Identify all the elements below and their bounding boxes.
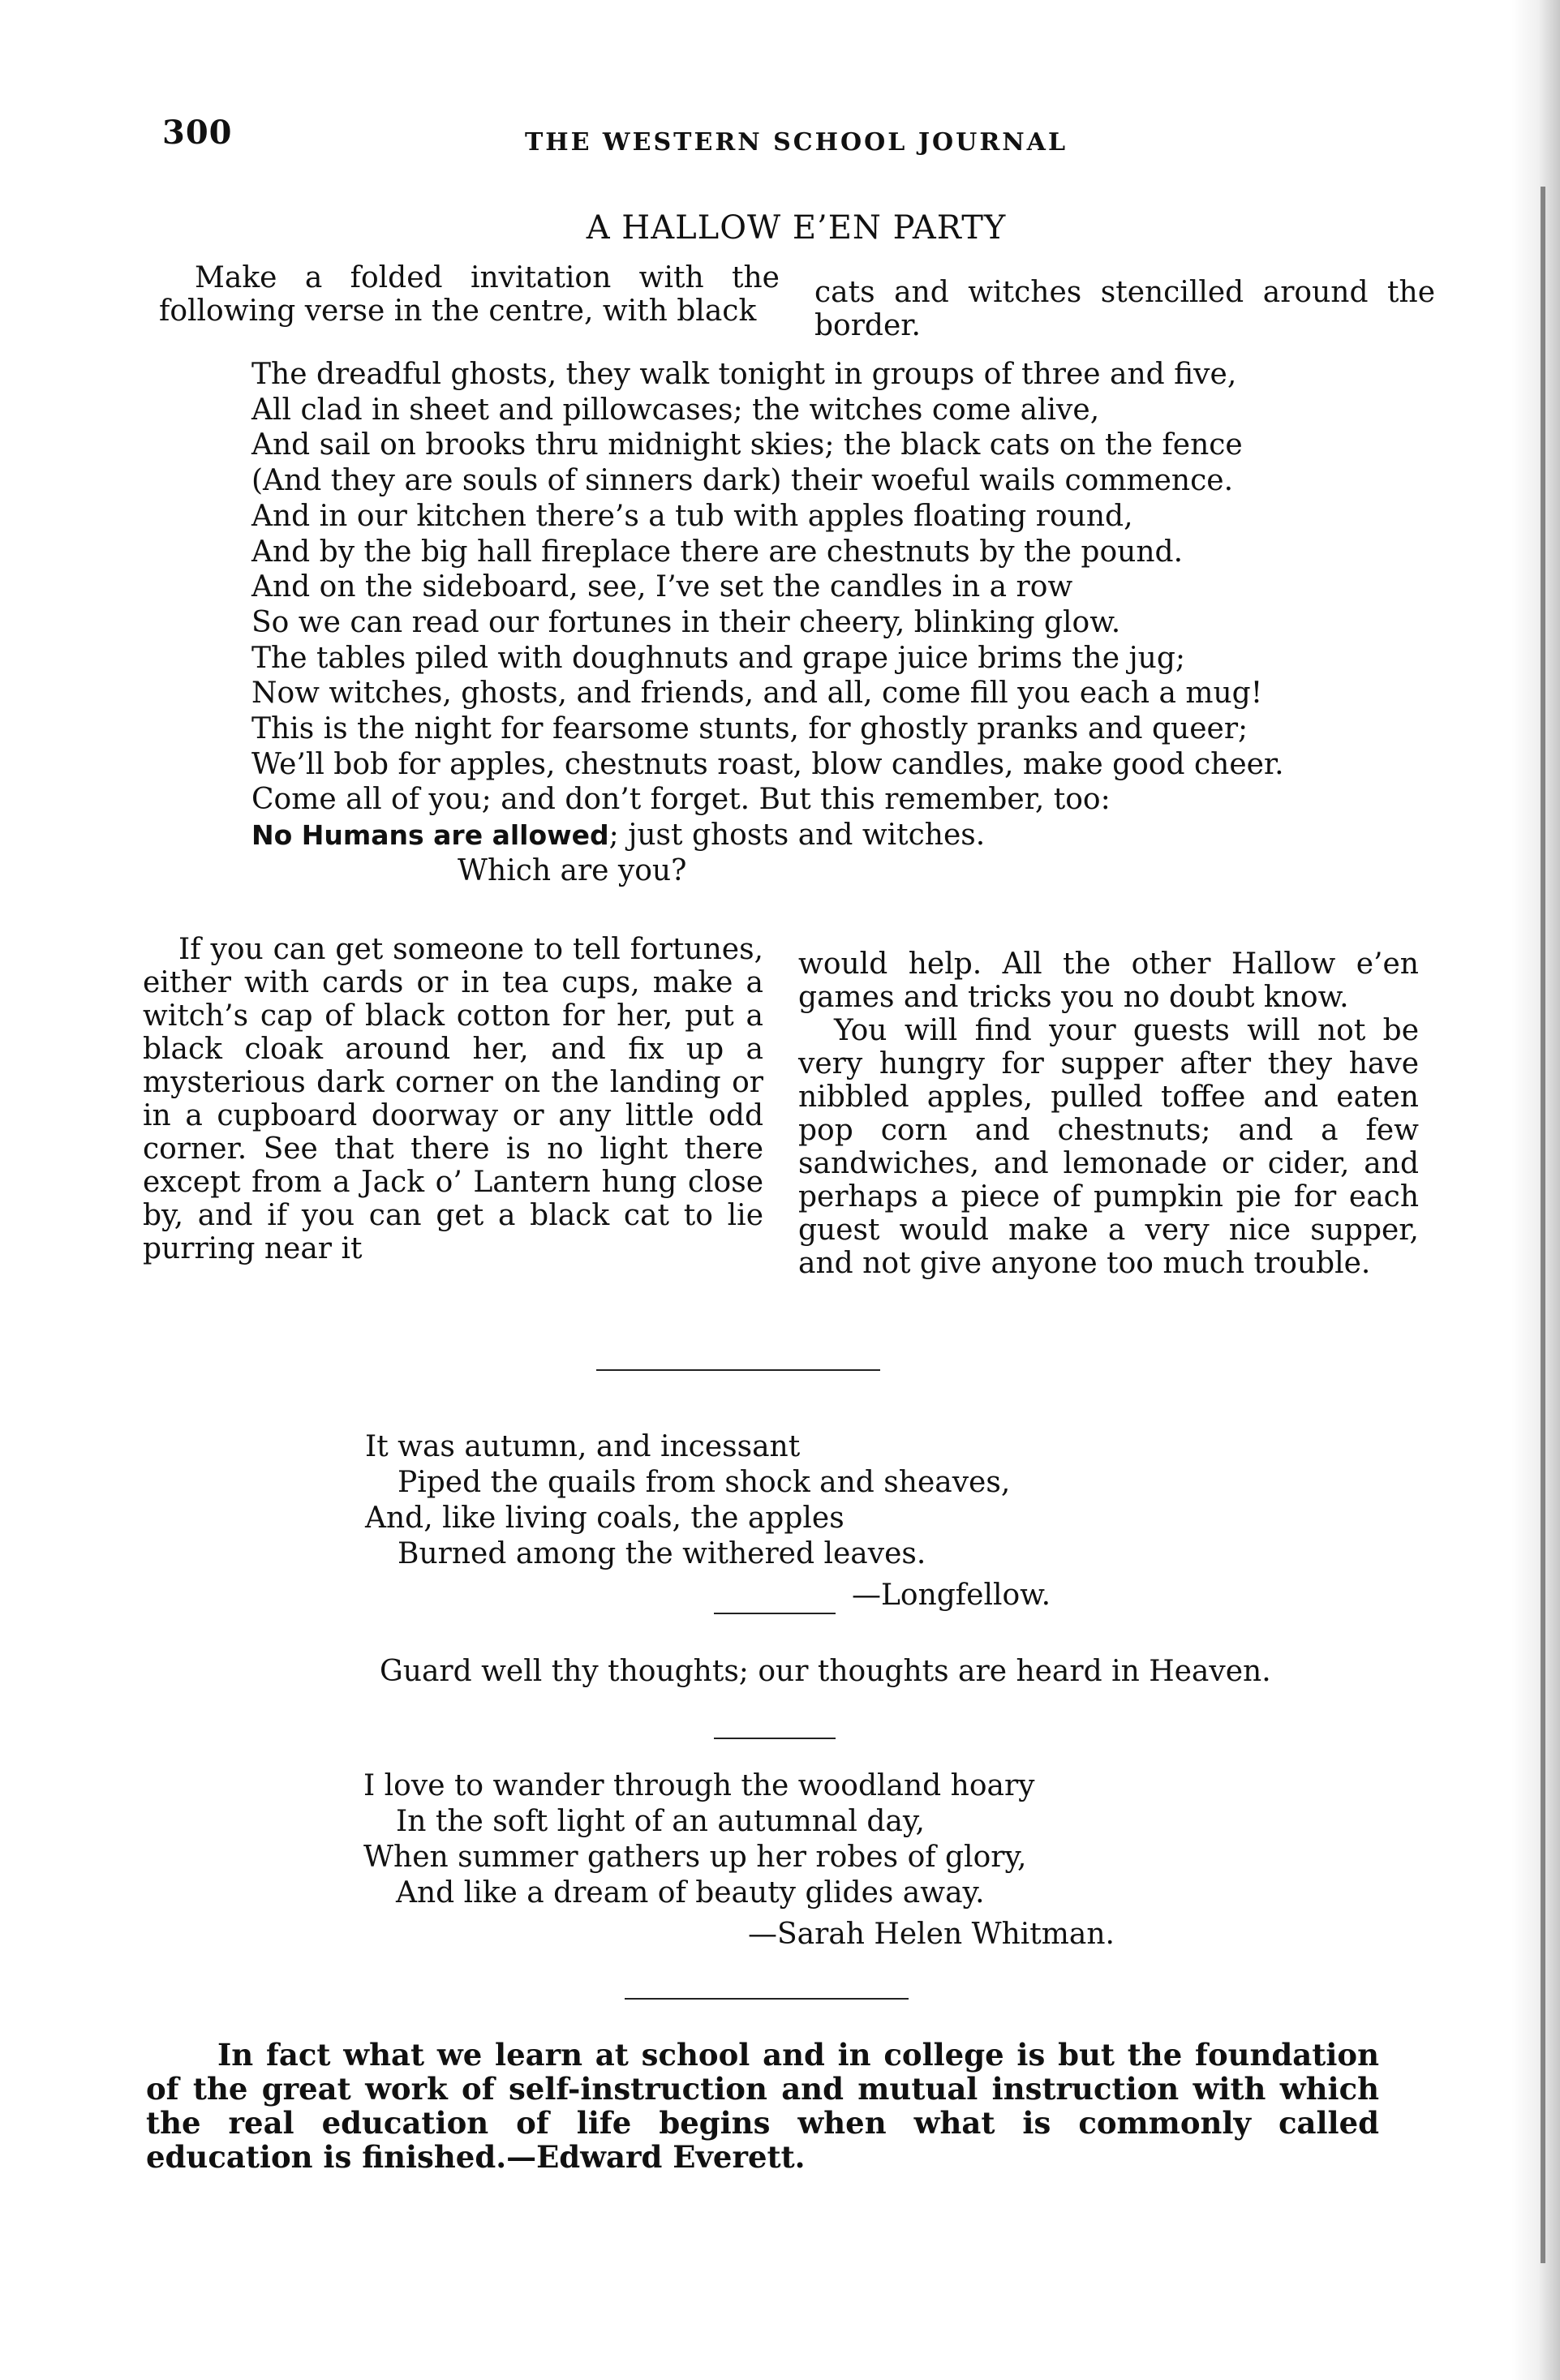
poem-line: And, like living coals, the apples [365, 1501, 844, 1535]
body-left-paragraph: If you can get someone to tell fortunes, either with cards or in tea cups, make a witch’s cap of black cotton for her, put a black cloak around her, and fix up a mysterious dark corner on the landing or in a cupboard doorway or any little odd corner. See that there is no light there except from a Jack o’ Lantern hung close by, and if you can get a black cat to lie purring near it [143, 933, 763, 1265]
intro-right-column [814, 276, 1435, 342]
invitation-verse [251, 357, 1387, 889]
body-right-paragraph-2: You will find your guests will not be very hungry for supper after they have nibbled apples, pulled toffee and eaten pop corn and chestnuts; and a few sandwiches, and lemonade or cider, and perhaps a piece of pumpkin pie for each guest would make a very nice supper, and not give anyone too much trouble. [798, 1014, 1419, 1280]
verse-line: All clad in sheet and pillowcases; the witches come alive, [251, 393, 1100, 427]
verse-line: And sail on brooks thru midnight skies; the black cats on the fence [251, 428, 1243, 462]
verse-bold-rest: ; just ghosts and witches. [608, 818, 986, 853]
page-number: 300 [162, 114, 233, 152]
section-divider [625, 1998, 909, 2000]
running-head: THE WESTERN SCHOOL JOURNAL [524, 128, 1068, 157]
verse-line: So we can read our fortunes in their cheery, blinking glow. [251, 605, 1121, 639]
poem-attribution: —Longfellow. [852, 1579, 1051, 1612]
poem-line: And like a dream of beauty glides away. [396, 1876, 985, 1910]
body-right-paragraph-1: would help. All the other Hallow e’en games and tricks you no doubt know. [798, 947, 1419, 1014]
verse-line: We’ll bob for apples, chestnuts roast, blow candles, make good cheer. [251, 747, 1284, 781]
verse-line: Now witches, ghosts, and friends, and all, come fill you each a mug! [251, 677, 1263, 711]
verse-line-bold [251, 818, 1387, 853]
longfellow-poem [365, 1429, 1095, 1572]
poem-line: It was autumn, and incessant [365, 1430, 801, 1463]
verse-line: This is the night for fearsome stunts, for ghostly pranks and queer; [251, 712, 1248, 746]
poem-attribution: —Sarah Helen Whitman. [748, 1918, 1115, 1951]
everett-quote [146, 2038, 1379, 2174]
verse-line: The tables piled with doughnuts and grape juice brims the jug; [251, 641, 1185, 675]
section-divider [596, 1369, 880, 1371]
everett-quote-text: In fact what we learn at school and in college is but the foundation of the great work of self-instruction and mutual instruction with which the real education of life begins when what is commonly called education is finished.—Edward Everett. [146, 2037, 1379, 2175]
verse-line: Come all of you; and don’t forget. But this remember, too: [251, 783, 1111, 817]
article-title: A HALLOW E’EN PARTY [586, 209, 1007, 247]
intro-left-column [159, 261, 780, 328]
verse-line: And in our kitchen there’s a tub with apples floating round, [251, 499, 1133, 533]
verse-line: And by the big hall fireplace there are chestnuts by the pound. [251, 535, 1184, 569]
intro-right-text: cats and witches stencilled around the border. [814, 276, 1435, 342]
verse-bold-phrase: No Humans are allowed [251, 819, 609, 852]
body-right-column [798, 947, 1419, 1280]
verse-line: And on the sideboard, see, I’ve set the candles in a row [251, 570, 1073, 604]
page-edge-shadow [1511, 0, 1560, 2380]
verse-last-line: Which are you? [458, 853, 687, 887]
verse-line: (And they are souls of sinners dark) their woeful wails commence. [251, 464, 1234, 498]
whitman-poem [363, 1768, 1175, 1911]
intro-left-text: Make a folded invitation with the following verse in the centre, with black [159, 261, 780, 328]
verse-line: The dreadful ghosts, they walk tonight in groups of three and five, [251, 358, 1237, 391]
poem-line: I love to wander through the woodland hoary [363, 1769, 1035, 1802]
body-left-column [143, 933, 763, 1265]
binding-edge [1541, 187, 1545, 2263]
poem-line: When summer gathers up her robes of glory, [363, 1841, 1027, 1874]
poem-line: Piped the quails from shock and sheaves, [398, 1466, 1011, 1499]
poem-line: Burned among the withered leaves. [398, 1537, 926, 1570]
thoughts-quote: Guard well thy thoughts; our thoughts are heard in Heaven. [380, 1655, 1271, 1688]
poem-line: In the soft light of an autumnal day, [396, 1805, 925, 1838]
short-divider [714, 1738, 836, 1739]
short-divider [714, 1613, 836, 1614]
